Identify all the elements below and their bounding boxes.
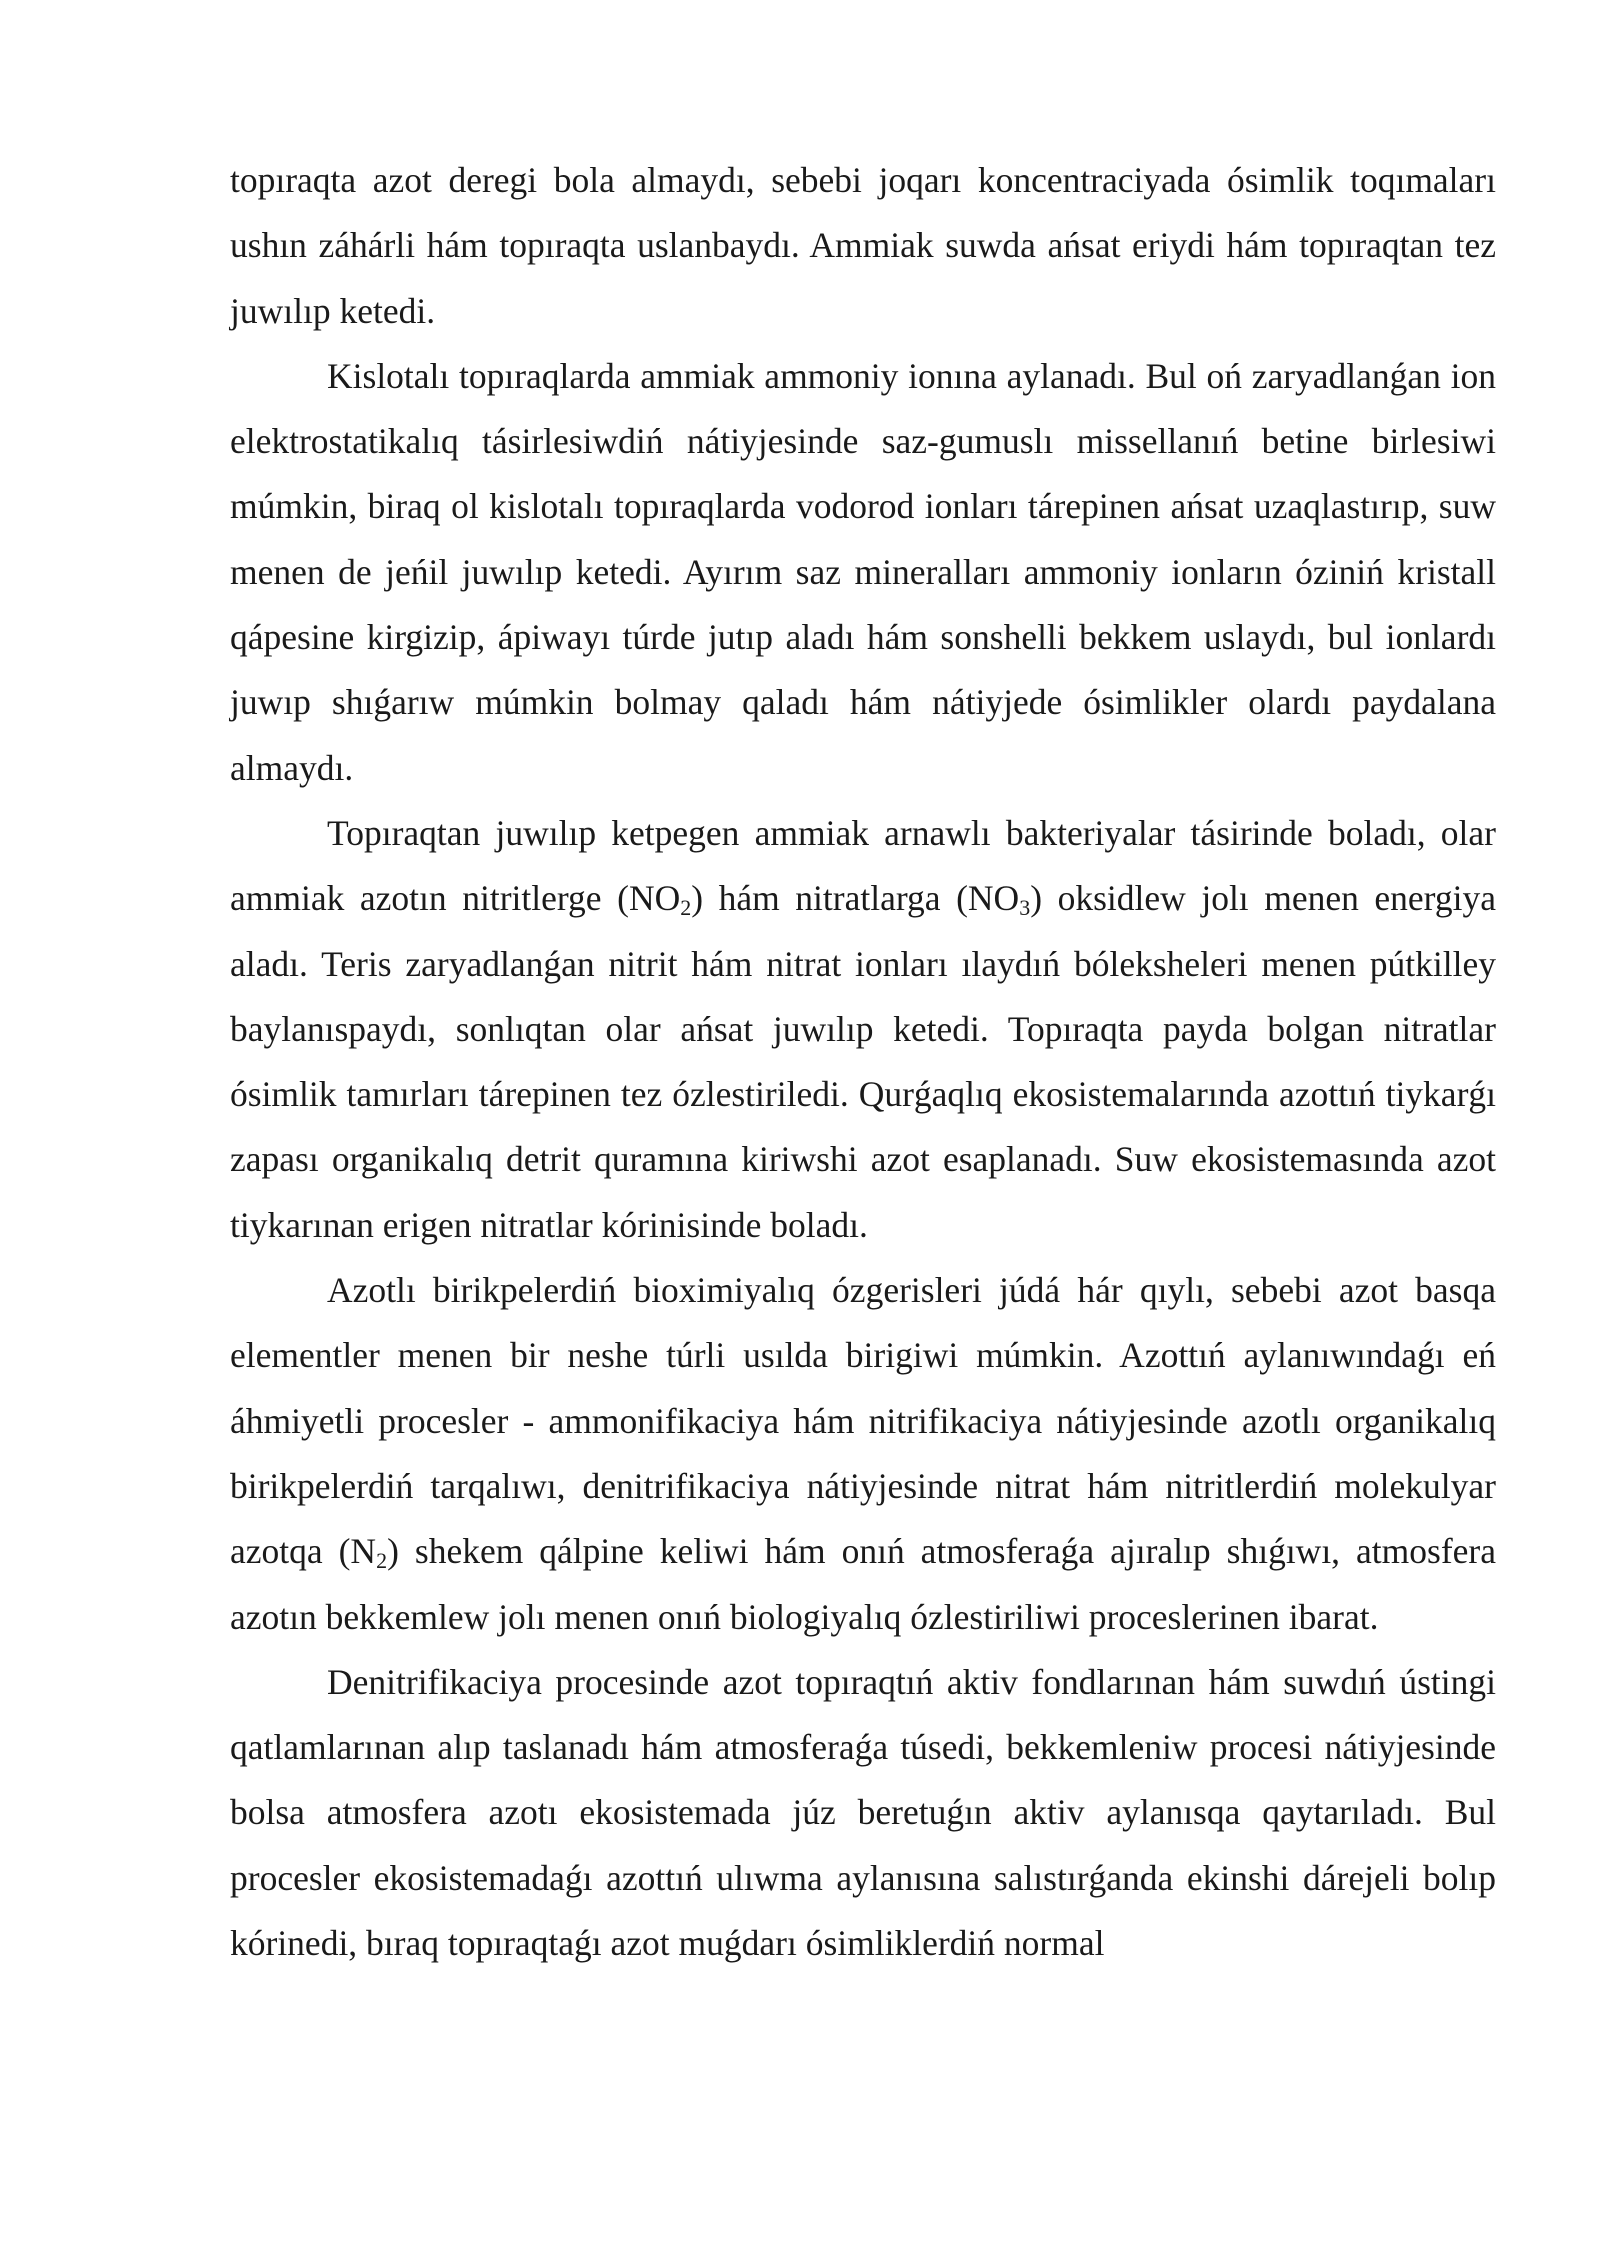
paragraph-text: ) shekem qálpine keliwi hám onıń atmosferaǵa ajıralıp shıǵıwı, atmosfera azotın bekkemlew jolı menen onıń biologiyalıq ózlestiriliwi proceslerinen ibarat. <box>230 1531 1496 1637</box>
paragraph-text: Topıraqtan juwılıp ketpegen ammiak arnawlı bakteriyalar tásirinde boladı, olar ammiak azotın nitritlerge (NO <box>230 812 1496 919</box>
paragraph-text: Azotlı birikpelerdiń bioximiyalıq ózgerisleri júdá hár qıylı, sebebi azot basqa elementler menen bir neshe túrli usılda birigiwi múmkin. Azottıń aylanıwındaǵı eń áhmiyetli procesler - ammonifikaciya hám nitrifikaciya nátiyjesinde azotlı organikalıq birikpelerdiń tarqalıwı, denitrifikaciya nátiyjesinde nitrat hám nitritlerdiń molekulyar azotqa (N <box>230 1270 1496 1572</box>
paragraph-1 <box>230 148 1496 344</box>
paragraph-text: Kislotalı topıraqlarda ammiak ammoniy ionına aylanadı. Bul oń zaryadlanǵan ion elektrostatikalıq tásirlesiwdiń nátiyjesinde saz-gumuslı missellanıń betine birlesiwi múmkin, biraq ol kislotalı topıraqlarda vodorod ionları tárepinen ańsat uzaqlastırıp, suw menen de jeńil juwılıp ketedi. Ayırım saz mineralları ammoniy ionların óziniń kristall qápesine kirgizip, ápiwayı túrde jutıp aladı hám sonshelli bekkem uslaydı, bul ionlardı juwıp shıǵarıw múmkin bolmay qaladı hám nátiyjede ósimlikler olardı paydalana almaydı. <box>230 355 1496 788</box>
paragraph-text: Denitrifikaciya procesinde azot topıraqtıń aktiv fondlarınan hám suwdıń ústingi qatlamlarınan alıp taslanadı hám atmosferaǵa túsedi, bekkemleniw procesi nátiyjesinde bolsa atmosfera azotı ekosistemada júz beretuǵın aktiv aylanısqa qaytarıladı. Bul procesler ekosistemadaǵı azottıń ulıwma aylanısına salıstırǵanda ekinshi dárejeli bolıp kórinedi, bıraq topıraqtaǵı azot muǵdarı ósimliklerdiń normal <box>230 1661 1496 1964</box>
subscript: 2 <box>680 895 692 921</box>
paragraph-5 <box>230 1650 1496 1976</box>
paragraph-2 <box>230 344 1496 801</box>
paragraph-text: topıraqta azot deregi bola almaydı, sebebi joqarı koncentraciyada ósimlik toqımaları ushın záhárli hám topıraqta uslanbaydı. Ammiak suwda ańsat eriydi hám topıraqtan tez juwılıp ketedi. <box>230 160 1496 331</box>
paragraph-text: ) oksidlew jolı menen energiya aladı. Teris zaryadlanǵan nitrit hám nitrat ionları ılaydıń bólekshelerі menen pútkilley baylanıspaydı, sonlıqtan olar ańsat juwılıp ketedi. Topıraqta payda bolgan nitratlar ósimlik tamırları tárepinen tez ózlestiriledi. Qurǵaqlıq ekosistemalarında azottıń tiykarǵı zapası organikalıq detrit quramına kiriwshi azot esaplanadı. Suw ekosistemasında azot tiykarınan erigen nitratlar kórinisinde boladı. <box>230 878 1496 1245</box>
paragraph-3 <box>230 801 1496 1258</box>
paragraph-4 <box>230 1258 1496 1650</box>
paragraph-text: ) hám nitratlarga (NO <box>691 878 1020 919</box>
subscript: 2 <box>376 1548 388 1574</box>
subscript: 3 <box>1019 895 1031 921</box>
document-page <box>230 148 1496 1976</box>
